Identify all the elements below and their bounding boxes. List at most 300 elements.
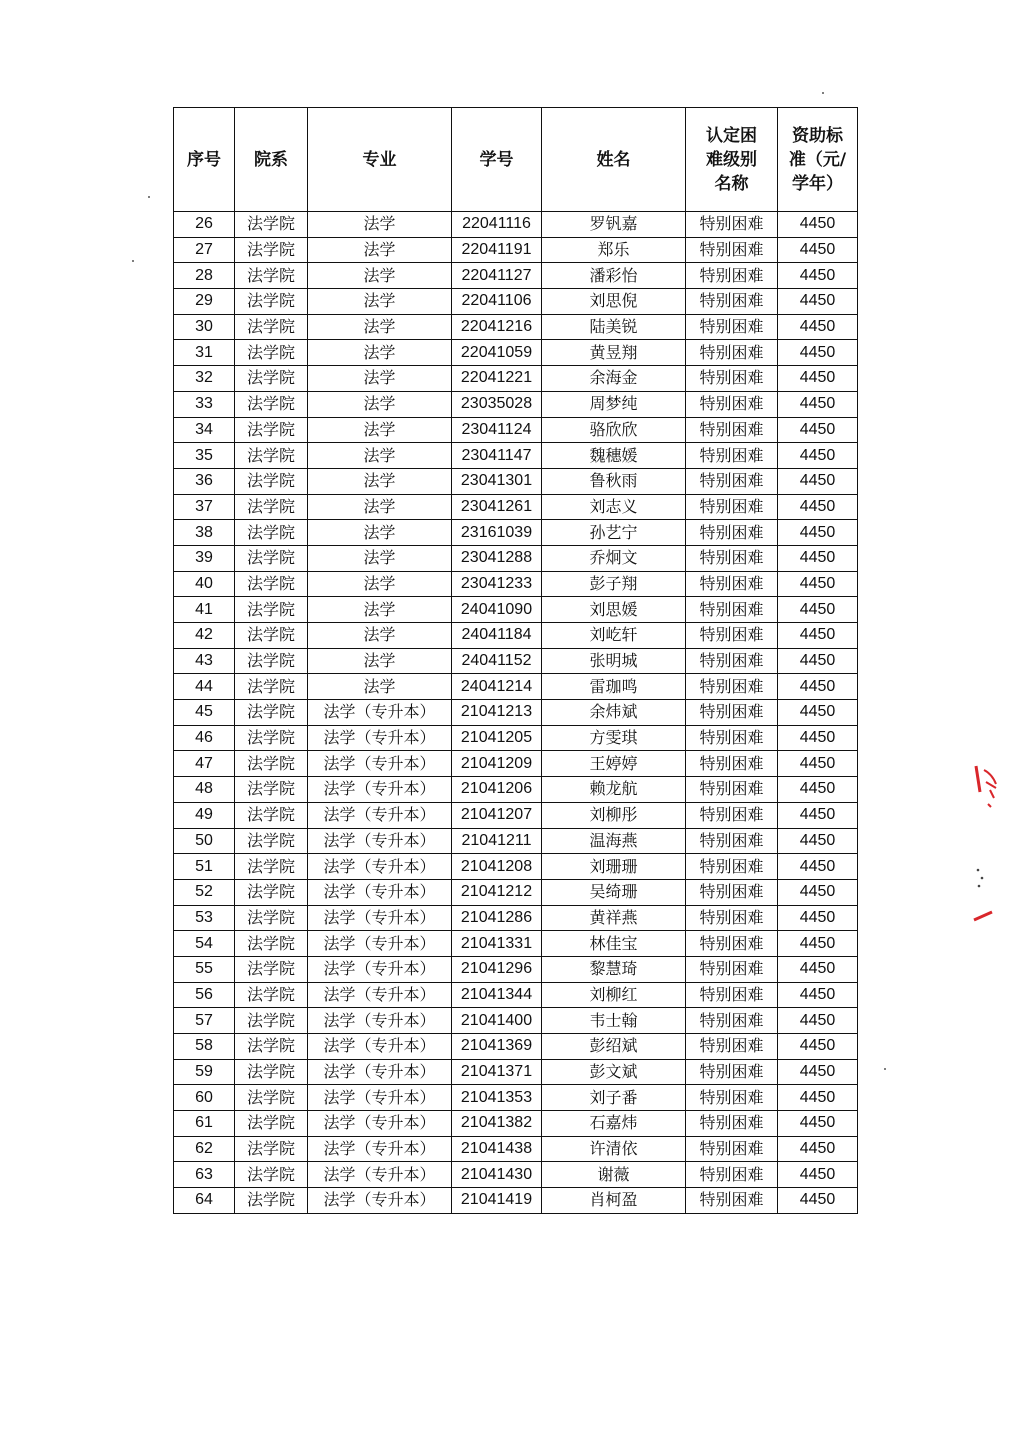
cell-major: 法学 — [308, 391, 452, 417]
cell-name: 肖柯盈 — [542, 1188, 686, 1214]
table-row — [174, 289, 858, 315]
cell-name: 彭文斌 — [542, 1059, 686, 1085]
cell-amount: 4450 — [778, 340, 858, 366]
cell-major: 法学（专升本） — [308, 700, 452, 726]
cell-seq: 38 — [174, 520, 235, 546]
table-row — [174, 314, 858, 340]
cell-major: 法学（专升本） — [308, 777, 452, 803]
cell-level: 特别困难 — [686, 1085, 778, 1111]
table-row — [174, 1034, 858, 1060]
cell-dept: 法学院 — [235, 494, 308, 520]
cell-student-id: 21041400 — [452, 1008, 542, 1034]
cell-amount: 4450 — [778, 417, 858, 443]
cell-name: 韦士翰 — [542, 1008, 686, 1034]
cell-level: 特别困难 — [686, 802, 778, 828]
cell-level: 特别困难 — [686, 725, 778, 751]
cell-student-id: 24041184 — [452, 623, 542, 649]
cell-student-id: 24041090 — [452, 597, 542, 623]
cell-level: 特别困难 — [686, 212, 778, 238]
cell-student-id: 21041207 — [452, 802, 542, 828]
table-row — [174, 417, 858, 443]
cell-level: 特别困难 — [686, 854, 778, 880]
cell-amount: 4450 — [778, 1162, 858, 1188]
cell-major: 法学（专升本） — [308, 1111, 452, 1137]
table-row — [174, 725, 858, 751]
cell-dept: 法学院 — [235, 597, 308, 623]
cell-dept: 法学院 — [235, 854, 308, 880]
cell-amount: 4450 — [778, 854, 858, 880]
cell-amount: 4450 — [778, 443, 858, 469]
cell-name: 黎慧琦 — [542, 956, 686, 982]
cell-seq: 33 — [174, 391, 235, 417]
cell-amount: 4450 — [778, 623, 858, 649]
cell-student-id: 24041152 — [452, 648, 542, 674]
cell-major: 法学 — [308, 571, 452, 597]
cell-level: 特别困难 — [686, 314, 778, 340]
table-row — [174, 1188, 858, 1214]
cell-level: 特别困难 — [686, 391, 778, 417]
cell-name: 刘思媛 — [542, 597, 686, 623]
cell-student-id: 23161039 — [452, 520, 542, 546]
cell-seq: 46 — [174, 725, 235, 751]
cell-amount: 4450 — [778, 931, 858, 957]
cell-major: 法学 — [308, 263, 452, 289]
cell-major: 法学（专升本） — [308, 751, 452, 777]
cell-dept: 法学院 — [235, 1059, 308, 1085]
cell-student-id: 22041216 — [452, 314, 542, 340]
cell-major: 法学 — [308, 648, 452, 674]
cell-student-id: 23041233 — [452, 571, 542, 597]
cell-major: 法学 — [308, 468, 452, 494]
table-row — [174, 1136, 858, 1162]
cell-dept: 法学院 — [235, 289, 308, 315]
cell-major: 法学（专升本） — [308, 1059, 452, 1085]
table-row — [174, 545, 858, 571]
cell-student-id: 21041205 — [452, 725, 542, 751]
cell-amount: 4450 — [778, 956, 858, 982]
cell-student-id: 21041212 — [452, 879, 542, 905]
cell-amount: 4450 — [778, 212, 858, 238]
table-row — [174, 520, 858, 546]
cell-amount: 4450 — [778, 545, 858, 571]
cell-dept: 法学院 — [235, 340, 308, 366]
cell-major: 法学（专升本） — [308, 1008, 452, 1034]
table-row — [174, 956, 858, 982]
cell-major: 法学（专升本） — [308, 828, 452, 854]
cell-dept: 法学院 — [235, 777, 308, 803]
header-level-text: 认定困难级别名称 — [706, 125, 757, 194]
cell-seq: 61 — [174, 1111, 235, 1137]
cell-amount: 4450 — [778, 1111, 858, 1137]
cell-amount: 4450 — [778, 1085, 858, 1111]
cell-dept: 法学院 — [235, 931, 308, 957]
cell-student-id: 21041344 — [452, 982, 542, 1008]
cell-seq: 57 — [174, 1008, 235, 1034]
table-header — [174, 108, 858, 212]
cell-student-id: 22041127 — [452, 263, 542, 289]
cell-name: 彭子翔 — [542, 571, 686, 597]
cell-seq: 63 — [174, 1162, 235, 1188]
table-row — [174, 931, 858, 957]
cell-name: 刘柳红 — [542, 982, 686, 1008]
cell-amount: 4450 — [778, 1034, 858, 1060]
cell-amount: 4450 — [778, 982, 858, 1008]
cell-level: 特别困难 — [686, 366, 778, 392]
cell-amount: 4450 — [778, 802, 858, 828]
cell-seq: 55 — [174, 956, 235, 982]
cell-dept: 法学院 — [235, 905, 308, 931]
table-row — [174, 1162, 858, 1188]
cell-level: 特别困难 — [686, 237, 778, 263]
cell-seq: 36 — [174, 468, 235, 494]
scan-speck — [148, 196, 150, 198]
table-row — [174, 366, 858, 392]
cell-seq: 50 — [174, 828, 235, 854]
cell-student-id: 22041221 — [452, 366, 542, 392]
cell-level: 特别困难 — [686, 623, 778, 649]
table-row — [174, 237, 858, 263]
table-row — [174, 777, 858, 803]
cell-dept: 法学院 — [235, 417, 308, 443]
cell-amount: 4450 — [778, 905, 858, 931]
cell-level: 特别困难 — [686, 905, 778, 931]
cell-seq: 56 — [174, 982, 235, 1008]
cell-seq: 29 — [174, 289, 235, 315]
cell-student-id: 21041353 — [452, 1085, 542, 1111]
cell-name: 吴绮珊 — [542, 879, 686, 905]
cell-name: 骆欣欣 — [542, 417, 686, 443]
cell-amount: 4450 — [778, 289, 858, 315]
cell-dept: 法学院 — [235, 725, 308, 751]
cell-student-id: 21041430 — [452, 1162, 542, 1188]
cell-name: 温海燕 — [542, 828, 686, 854]
cell-seq: 54 — [174, 931, 235, 957]
cell-level: 特别困难 — [686, 289, 778, 315]
cell-name: 谢薇 — [542, 1162, 686, 1188]
cell-dept: 法学院 — [235, 1085, 308, 1111]
cell-name: 余海金 — [542, 366, 686, 392]
cell-major: 法学（专升本） — [308, 1162, 452, 1188]
scan-speck — [132, 260, 134, 262]
cell-seq: 58 — [174, 1034, 235, 1060]
cell-name: 陆美锐 — [542, 314, 686, 340]
cell-dept: 法学院 — [235, 366, 308, 392]
cell-dept: 法学院 — [235, 1008, 308, 1034]
cell-student-id: 21041286 — [452, 905, 542, 931]
cell-level: 特别困难 — [686, 700, 778, 726]
cell-student-id: 22041116 — [452, 212, 542, 238]
cell-dept: 法学院 — [235, 674, 308, 700]
cell-seq: 62 — [174, 1136, 235, 1162]
cell-seq: 37 — [174, 494, 235, 520]
cell-level: 特别困难 — [686, 263, 778, 289]
table-row — [174, 1085, 858, 1111]
cell-name: 刘珊珊 — [542, 854, 686, 880]
cell-dept: 法学院 — [235, 571, 308, 597]
cell-seq: 27 — [174, 237, 235, 263]
cell-amount: 4450 — [778, 648, 858, 674]
cell-major: 法学 — [308, 443, 452, 469]
cell-major: 法学 — [308, 623, 452, 649]
table-row — [174, 879, 858, 905]
cell-major: 法学（专升本） — [308, 854, 452, 880]
cell-seq: 45 — [174, 700, 235, 726]
cell-amount: 4450 — [778, 725, 858, 751]
table-body — [174, 212, 858, 1214]
header-level — [686, 108, 778, 212]
cell-level: 特别困难 — [686, 956, 778, 982]
cell-amount: 4450 — [778, 1136, 858, 1162]
cell-student-id: 23035028 — [452, 391, 542, 417]
cell-student-id: 22041106 — [452, 289, 542, 315]
cell-seq: 26 — [174, 212, 235, 238]
cell-dept: 法学院 — [235, 1034, 308, 1060]
cell-name: 方雯琪 — [542, 725, 686, 751]
cell-seq: 43 — [174, 648, 235, 674]
cell-level: 特别困难 — [686, 1162, 778, 1188]
aid-roster-table — [173, 107, 858, 1214]
cell-seq: 52 — [174, 879, 235, 905]
header-dept: 院系 — [235, 108, 308, 212]
cell-seq: 59 — [174, 1059, 235, 1085]
cell-level: 特别困难 — [686, 494, 778, 520]
cell-name: 刘志义 — [542, 494, 686, 520]
cell-name: 乔炯文 — [542, 545, 686, 571]
cell-amount: 4450 — [778, 520, 858, 546]
cell-major: 法学 — [308, 212, 452, 238]
cell-amount: 4450 — [778, 1059, 858, 1085]
header-student-id: 学号 — [452, 108, 542, 212]
cell-major: 法学（专升本） — [308, 905, 452, 931]
cell-name: 刘柳彤 — [542, 802, 686, 828]
table-row — [174, 1059, 858, 1085]
cell-amount: 4450 — [778, 314, 858, 340]
cell-name: 石嘉炜 — [542, 1111, 686, 1137]
cell-dept: 法学院 — [235, 212, 308, 238]
header-seq: 序号 — [174, 108, 235, 212]
cell-seq: 32 — [174, 366, 235, 392]
cell-name: 潘彩怡 — [542, 263, 686, 289]
cell-level: 特别困难 — [686, 1188, 778, 1214]
cell-dept: 法学院 — [235, 828, 308, 854]
cell-amount: 4450 — [778, 571, 858, 597]
cell-dept: 法学院 — [235, 700, 308, 726]
cell-name: 刘屹轩 — [542, 623, 686, 649]
cell-name: 郑乐 — [542, 237, 686, 263]
cell-major: 法学（专升本） — [308, 956, 452, 982]
cell-seq: 64 — [174, 1188, 235, 1214]
cell-name: 鲁秋雨 — [542, 468, 686, 494]
cell-amount: 4450 — [778, 237, 858, 263]
cell-major: 法学 — [308, 314, 452, 340]
cell-level: 特别困难 — [686, 571, 778, 597]
cell-student-id: 21041438 — [452, 1136, 542, 1162]
cell-name: 孙艺宁 — [542, 520, 686, 546]
cell-major: 法学（专升本） — [308, 802, 452, 828]
cell-amount: 4450 — [778, 751, 858, 777]
cell-student-id: 21041419 — [452, 1188, 542, 1214]
cell-seq: 39 — [174, 545, 235, 571]
cell-level: 特别困难 — [686, 931, 778, 957]
cell-level: 特别困难 — [686, 1008, 778, 1034]
cell-major: 法学 — [308, 237, 452, 263]
cell-name: 刘思倪 — [542, 289, 686, 315]
cell-amount: 4450 — [778, 828, 858, 854]
cell-amount: 4450 — [778, 468, 858, 494]
cell-level: 特别困难 — [686, 648, 778, 674]
cell-amount: 4450 — [778, 391, 858, 417]
cell-level: 特别困难 — [686, 417, 778, 443]
table-row — [174, 700, 858, 726]
table-row — [174, 674, 858, 700]
cell-name: 余炜斌 — [542, 700, 686, 726]
cell-seq: 44 — [174, 674, 235, 700]
cell-student-id: 21041211 — [452, 828, 542, 854]
cell-dept: 法学院 — [235, 520, 308, 546]
cell-level: 特别困难 — [686, 468, 778, 494]
cell-level: 特别困难 — [686, 520, 778, 546]
cell-student-id: 21041331 — [452, 931, 542, 957]
cell-dept: 法学院 — [235, 391, 308, 417]
table-row — [174, 905, 858, 931]
table-row — [174, 648, 858, 674]
cell-level: 特别困难 — [686, 1136, 778, 1162]
table-row — [174, 597, 858, 623]
cell-name: 张明城 — [542, 648, 686, 674]
cell-dept: 法学院 — [235, 1111, 308, 1137]
cell-name: 林佳宝 — [542, 931, 686, 957]
cell-name: 黄昱翔 — [542, 340, 686, 366]
cell-dept: 法学院 — [235, 1188, 308, 1214]
cell-dept: 法学院 — [235, 443, 308, 469]
cell-dept: 法学院 — [235, 263, 308, 289]
table-row — [174, 212, 858, 238]
cell-amount: 4450 — [778, 879, 858, 905]
cell-seq: 47 — [174, 751, 235, 777]
cell-major: 法学 — [308, 494, 452, 520]
cell-seq: 42 — [174, 623, 235, 649]
table-row — [174, 1111, 858, 1137]
cell-name: 赖龙航 — [542, 777, 686, 803]
cell-student-id: 23041261 — [452, 494, 542, 520]
cell-seq: 49 — [174, 802, 235, 828]
cell-seq: 28 — [174, 263, 235, 289]
header-major: 专业 — [308, 108, 452, 212]
scan-speck — [884, 1068, 886, 1070]
cell-seq: 30 — [174, 314, 235, 340]
cell-student-id: 21041382 — [452, 1111, 542, 1137]
cell-seq: 35 — [174, 443, 235, 469]
cell-student-id: 21041213 — [452, 700, 542, 726]
cell-amount: 4450 — [778, 674, 858, 700]
cell-major: 法学 — [308, 340, 452, 366]
cell-level: 特别困难 — [686, 751, 778, 777]
cell-level: 特别困难 — [686, 340, 778, 366]
cell-name: 周梦纯 — [542, 391, 686, 417]
cell-seq: 41 — [174, 597, 235, 623]
cell-level: 特别困难 — [686, 879, 778, 905]
cell-seq: 60 — [174, 1085, 235, 1111]
cell-student-id: 21041371 — [452, 1059, 542, 1085]
cell-amount: 4450 — [778, 777, 858, 803]
cell-name: 王婷婷 — [542, 751, 686, 777]
cell-seq: 53 — [174, 905, 235, 931]
table-row — [174, 982, 858, 1008]
cell-student-id: 21041209 — [452, 751, 542, 777]
scan-speck — [822, 92, 824, 94]
cell-dept: 法学院 — [235, 956, 308, 982]
cell-name: 彭绍斌 — [542, 1034, 686, 1060]
cell-dept: 法学院 — [235, 237, 308, 263]
table-row — [174, 854, 858, 880]
table-row — [174, 751, 858, 777]
cell-student-id: 21041296 — [452, 956, 542, 982]
cell-level: 特别困难 — [686, 777, 778, 803]
table-row — [174, 802, 858, 828]
cell-level: 特别困难 — [686, 545, 778, 571]
cell-dept: 法学院 — [235, 802, 308, 828]
cell-name: 雷珈鸣 — [542, 674, 686, 700]
cell-student-id: 23041124 — [452, 417, 542, 443]
cell-amount: 4450 — [778, 494, 858, 520]
cell-level: 特别困难 — [686, 828, 778, 854]
table-row — [174, 263, 858, 289]
cell-amount: 4450 — [778, 263, 858, 289]
header-standard-text: 资助标准（元/学年） — [788, 125, 847, 194]
cell-seq: 40 — [174, 571, 235, 597]
cell-major: 法学（专升本） — [308, 1136, 452, 1162]
table-row — [174, 828, 858, 854]
cell-major: 法学 — [308, 289, 452, 315]
cell-major: 法学 — [308, 597, 452, 623]
cell-student-id: 22041191 — [452, 237, 542, 263]
cell-level: 特别困难 — [686, 982, 778, 1008]
table-row — [174, 443, 858, 469]
cell-major: 法学（专升本） — [308, 879, 452, 905]
table-row — [174, 1008, 858, 1034]
table-row — [174, 391, 858, 417]
cell-name: 黄祥燕 — [542, 905, 686, 931]
cell-dept: 法学院 — [235, 1162, 308, 1188]
cell-seq: 48 — [174, 777, 235, 803]
cell-major: 法学 — [308, 417, 452, 443]
cell-amount: 4450 — [778, 1008, 858, 1034]
cell-name: 罗钒嘉 — [542, 212, 686, 238]
table-row — [174, 494, 858, 520]
cell-major: 法学（专升本） — [308, 1085, 452, 1111]
cell-student-id: 21041208 — [452, 854, 542, 880]
table-row — [174, 571, 858, 597]
cell-amount: 4450 — [778, 597, 858, 623]
cell-name: 许清依 — [542, 1136, 686, 1162]
cell-seq: 51 — [174, 854, 235, 880]
cell-level: 特别困难 — [686, 1059, 778, 1085]
table-row — [174, 623, 858, 649]
cell-major: 法学（专升本） — [308, 1034, 452, 1060]
cell-dept: 法学院 — [235, 623, 308, 649]
cell-level: 特别困难 — [686, 597, 778, 623]
cell-dept: 法学院 — [235, 314, 308, 340]
red-margin-mark — [968, 760, 1008, 930]
cell-major: 法学 — [308, 520, 452, 546]
cell-major: 法学 — [308, 545, 452, 571]
cell-major: 法学（专升本） — [308, 1188, 452, 1214]
cell-major: 法学 — [308, 366, 452, 392]
cell-student-id: 23041301 — [452, 468, 542, 494]
cell-dept: 法学院 — [235, 545, 308, 571]
cell-amount: 4450 — [778, 1188, 858, 1214]
cell-student-id: 21041369 — [452, 1034, 542, 1060]
